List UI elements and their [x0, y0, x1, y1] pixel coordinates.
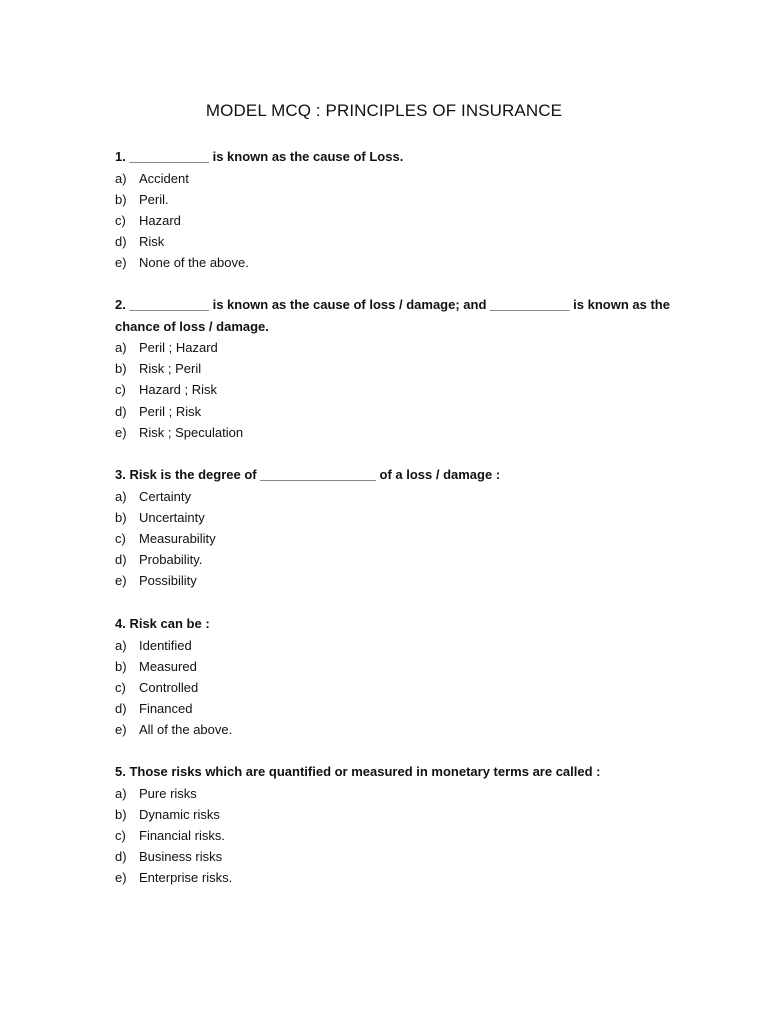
option-text: Business risks [139, 849, 223, 865]
option-letter: c) [115, 679, 126, 695]
option-d [115, 698, 705, 719]
option-c [115, 210, 705, 231]
option-d [115, 231, 705, 252]
option-text: Risk [139, 234, 165, 250]
option-b [115, 804, 705, 825]
option-e [115, 570, 705, 591]
option-letter: c) [115, 382, 126, 398]
question-5 [115, 761, 705, 888]
question-1 [115, 146, 705, 273]
question-text: 3. Risk is the degree of ________________ of a loss / damage : [115, 467, 501, 482]
option-text: Dynamic risks [139, 806, 220, 822]
option-text: Certainty [139, 488, 192, 504]
question-text: 5. Those risks which are quantified or measured in monetary terms are called : [115, 764, 601, 779]
option-letter: a) [115, 488, 127, 504]
option-text: Identified [139, 637, 192, 653]
question-2 [115, 294, 705, 443]
option-letter: a) [115, 340, 127, 355]
option-letter: c) [115, 827, 126, 843]
option-letter: e) [115, 870, 127, 886]
option-text: Peril ; Risk [139, 403, 202, 419]
option-text: Financed [139, 701, 193, 717]
option-text: Hazard ; Risk [139, 382, 218, 398]
option-text: None of the above. [139, 255, 249, 271]
option-list [115, 486, 705, 592]
option-letter: d) [115, 234, 127, 250]
option-list [115, 337, 705, 443]
option-letter: d) [115, 701, 127, 717]
option-a [115, 337, 705, 358]
option-text: Measured [139, 658, 197, 674]
option-a [115, 486, 705, 507]
option-letter: c) [115, 212, 126, 228]
option-text: All of the above. [139, 722, 233, 738]
question-3 [115, 464, 705, 591]
option-letter: e) [115, 255, 127, 271]
option-letter: b) [115, 191, 127, 207]
option-letter: e) [115, 722, 127, 738]
option-a [115, 635, 705, 656]
option-text: Measurability [139, 530, 216, 546]
option-b [115, 656, 705, 677]
option-e [115, 719, 705, 740]
option-text: Enterprise risks. [139, 870, 233, 886]
option-d [115, 401, 705, 422]
option-letter: b) [115, 509, 127, 525]
option-list [115, 783, 705, 889]
option-c [115, 825, 705, 846]
question-text: 2. ___________ is known as the cause of loss / damage; and ___________ is known as the chance of loss / damage. [115, 297, 692, 334]
option-c [115, 379, 705, 400]
option-text: Accident [139, 170, 189, 186]
option-letter: b) [115, 658, 127, 674]
option-letter: a) [115, 170, 127, 186]
option-text: Pure risks [139, 785, 197, 801]
option-b [115, 189, 705, 210]
option-text: Uncertainty [139, 509, 205, 525]
option-c [115, 677, 705, 698]
option-letter: d) [115, 552, 127, 568]
option-letter: a) [115, 637, 127, 653]
option-letter: d) [115, 849, 127, 865]
option-letter: b) [115, 806, 127, 822]
option-e [115, 867, 705, 888]
option-text: Possibility [139, 573, 197, 589]
option-letter: d) [115, 403, 127, 419]
option-text: Peril. [139, 191, 169, 207]
option-c [115, 528, 705, 549]
option-letter: e) [115, 424, 127, 440]
page-title: MODEL MCQ : PRINCIPLES OF INSURANCE [205, 101, 563, 120]
option-letter: c) [115, 530, 126, 546]
question-text: 1. ___________ is known as the cause of Loss. [115, 149, 404, 164]
question-4 [115, 613, 705, 740]
question-text: 4. Risk can be : [115, 616, 210, 631]
option-letter: e) [115, 573, 127, 589]
option-text: Controlled [139, 679, 199, 695]
option-text: Risk ; Speculation [139, 424, 244, 440]
option-e [115, 422, 705, 443]
option-d [115, 846, 705, 867]
option-b [115, 507, 705, 528]
option-text: Financial risks. [139, 827, 225, 843]
option-text: Probability. [139, 552, 203, 568]
option-text: Peril ; Hazard [139, 340, 218, 355]
option-a [115, 168, 705, 189]
option-e [115, 252, 705, 273]
option-letter: b) [115, 361, 127, 377]
option-d [115, 549, 705, 570]
option-b [115, 358, 705, 379]
option-list [115, 635, 705, 741]
option-text: Hazard [139, 212, 181, 228]
option-text: Risk ; Peril [139, 361, 202, 377]
option-list [115, 168, 705, 274]
option-a [115, 783, 705, 804]
option-letter: a) [115, 785, 127, 801]
